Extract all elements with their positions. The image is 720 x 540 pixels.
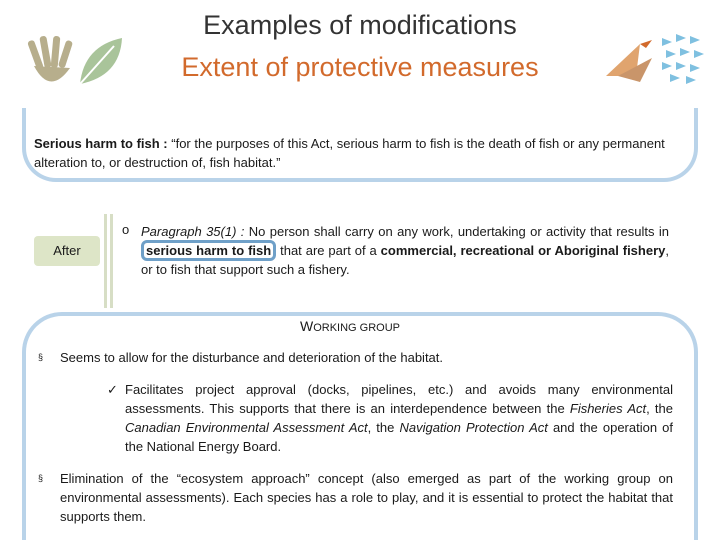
paragraph-35-1: Paragraph 35(1) : No person shall carry on any work, undertaking or activity that results in serious harm to fish that are part of a commercial, recreational or Aboriginal fishery, or to fish that support such a fishery. [141, 224, 669, 277]
hands-leaf-logo-icon [22, 26, 132, 98]
divider-line [110, 214, 113, 308]
list-item: Seems to allow for the disturbance and deterioration of the habitat. [60, 350, 444, 365]
working-group-title: WORKING GROUP [300, 318, 401, 334]
bird-fish-logo-icon [600, 28, 712, 88]
slide-title: Examples of modifications [203, 10, 517, 40]
definition-term: Serious harm to fish : [34, 136, 168, 151]
divider-line [104, 214, 107, 308]
paragraph-reference: Paragraph 35(1) : [141, 224, 245, 239]
definition-body: “for the purposes of this Act, serious harm to fish is the death of fish or any permanent alteration to, or destruction of, fish habitat.” [34, 136, 665, 170]
sub-list-item: Facilitates project approval (docks, pipelines, etc.) and avoids many environmental assessments. This supports that there is an interdependence between the Fisheries Act, the Canadian Environmental Assessment Act, the Navigation Protection Act and the operation of the National Energy Board. [125, 382, 673, 454]
section-bullet-icon: § [38, 352, 44, 362]
circle-bullet: o [122, 222, 130, 237]
list-item: Elimination of the “ecosystem approach” concept (also emerged as part of the working group on environmental assessments). Each species has a role to play, and it is essential to protect the habitat that supports them. [60, 471, 673, 524]
after-label: After [34, 236, 100, 266]
section-bullet-icon: § [38, 473, 44, 483]
checkmark-icon: ✓ [107, 382, 118, 397]
highlight-serious-harm: serious harm to fish [141, 240, 276, 261]
slide-subtitle: Extent of protective measures [181, 52, 539, 82]
definition-text [34, 134, 684, 172]
fishery-types: commercial, recreational or Aboriginal fishery [380, 243, 666, 258]
